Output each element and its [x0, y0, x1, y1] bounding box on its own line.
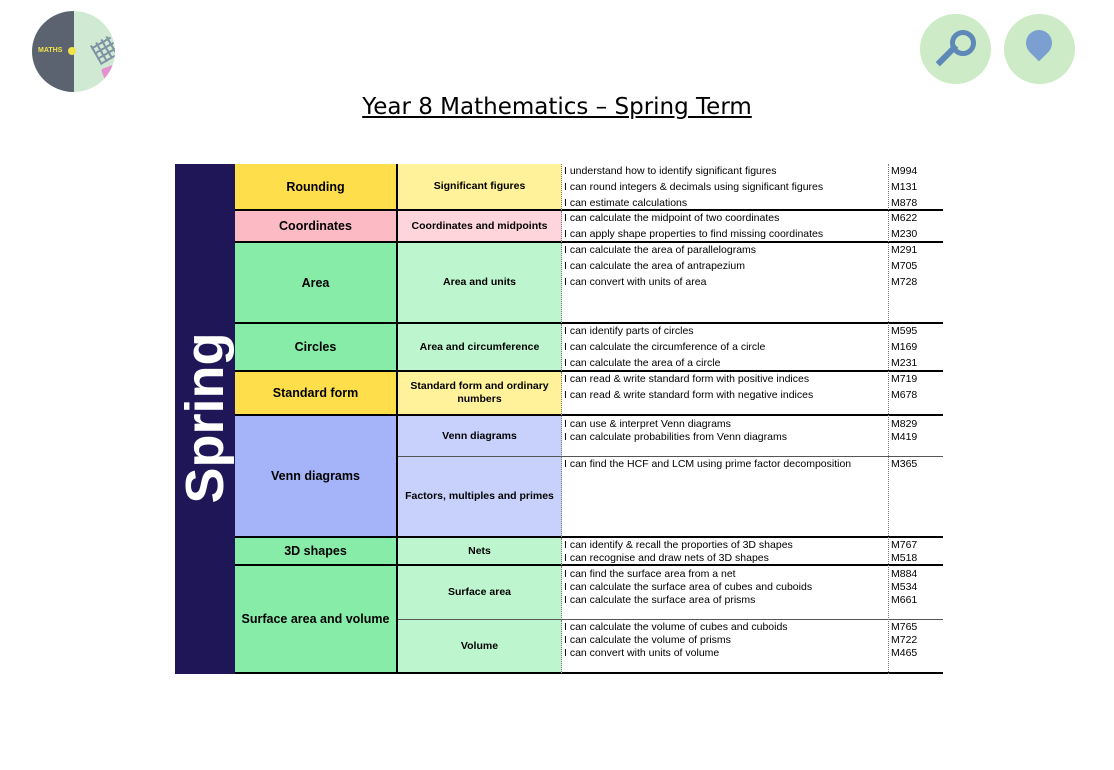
subtopic-volume: Volume	[398, 620, 562, 674]
statement-code: M705	[891, 260, 918, 272]
statement: I can read & write standard form with negative indices	[564, 389, 814, 401]
statement-code: M884	[891, 568, 918, 580]
statements-area	[562, 243, 943, 324]
statement-code: M878	[891, 197, 918, 209]
statements-volume	[562, 620, 943, 674]
statement-code: M994	[891, 165, 918, 177]
topic-standard-form: Standard form	[235, 372, 398, 416]
statement-code: M291	[891, 244, 918, 256]
statement: I can find the surface area from a net	[564, 568, 736, 580]
statements-circles	[562, 324, 943, 372]
statement-code: M518	[891, 552, 918, 564]
statement-code: M767	[891, 539, 918, 551]
logo-text: MATHS	[38, 47, 63, 54]
subtopic-surface-area: Surface area	[398, 566, 562, 620]
statements-surface-area	[562, 566, 943, 620]
subtopic-significant-figures: Significant figures	[398, 164, 562, 211]
statement: I can apply shape properties to find missing coordinates	[564, 228, 824, 240]
statements-3d-shapes	[562, 538, 943, 566]
topic-coordinates: Coordinates	[235, 211, 398, 243]
graph-grid-icon	[90, 35, 115, 65]
statement-code: M465	[891, 647, 918, 659]
statement-code: M595	[891, 325, 918, 337]
subtopic-factors-multiples-primes: Factors, multiples and primes	[398, 457, 562, 538]
topic-surface-area-volume: Surface area and volume	[235, 566, 398, 674]
statement-code: M661	[891, 594, 918, 606]
statements-standard-form	[562, 372, 943, 416]
topic-rounding: Rounding	[235, 164, 398, 211]
map-pin-icon	[1021, 25, 1058, 62]
statement: I can convert with units of area	[564, 276, 707, 288]
statements-rounding	[562, 164, 943, 211]
statement: I can calculate the circumference of a circle	[564, 341, 766, 353]
statement: I can round integers & decimals using significant figures	[564, 181, 824, 193]
subtopic-area-units: Area and units	[398, 243, 562, 324]
maths-logo	[32, 11, 115, 92]
statement-code: M365	[891, 458, 918, 470]
statement-code: M728	[891, 276, 918, 288]
statement-code: M678	[891, 389, 918, 401]
statement-code: M231	[891, 357, 918, 369]
statement-code: M719	[891, 373, 918, 385]
statement-code: M622	[891, 212, 918, 224]
topic-area: Area	[235, 243, 398, 324]
statement: I can find the HCF and LCM using prime factor decomposition	[564, 458, 852, 470]
statement-code: M722	[891, 634, 918, 646]
subtopic-coordinates-midpoints: Coordinates and midpoints	[398, 211, 562, 243]
statement: I can calculate the area of antrapezium	[564, 260, 745, 272]
statement-code: M230	[891, 228, 918, 240]
page-title: Year 8 Mathematics – Spring Term	[362, 94, 752, 120]
topic-circles: Circles	[235, 324, 398, 372]
statement: I can calculate the volume of cubes and cuboids	[564, 621, 788, 633]
statement: I can identify & recall the proporties of 3D shapes	[564, 539, 793, 551]
statement-code: M829	[891, 418, 918, 430]
topic-3d-shapes: 3D shapes	[235, 538, 398, 566]
subtopic-standard-form-ordinary: Standard form and ordinary numbers	[398, 372, 562, 416]
statement: I can calculate the area of parallelograms	[564, 244, 757, 256]
calculator-icon	[101, 64, 115, 88]
statement: I can identify parts of circles	[564, 325, 694, 337]
statement-code: M419	[891, 431, 918, 443]
school-key-logo	[920, 14, 991, 84]
statement: I can calculate probabilities from Venn diagrams	[564, 431, 787, 443]
statement-code: M169	[891, 341, 918, 353]
statement-code: M131	[891, 181, 918, 193]
statement: I can read & write standard form with positive indices	[564, 373, 810, 385]
statements-factors	[562, 457, 943, 538]
statement: I can calculate the volume of prisms	[564, 634, 731, 646]
statements-venn	[562, 416, 943, 457]
statement: I can convert with units of volume	[564, 647, 720, 659]
statement: I can estimate calculations	[564, 197, 688, 209]
statement: I can calculate the surface area of prisms	[564, 594, 756, 606]
statement-code: M765	[891, 621, 918, 633]
statement: I can recognise and draw nets of 3D shapes	[564, 552, 769, 564]
subtopic-area-circumference: Area and circumference	[398, 324, 562, 372]
statement: I can calculate the surface area of cubes and cuboids	[564, 581, 813, 593]
location-pin-logo	[1004, 14, 1075, 84]
statement: I can calculate the area of a circle	[564, 357, 721, 369]
statement: I understand how to identify significant figures	[564, 165, 777, 177]
key-shaft-icon	[936, 44, 959, 67]
lightbulb-icon	[68, 47, 76, 55]
statements-coordinates	[562, 211, 943, 243]
topic-venn-diagrams: Venn diagrams	[235, 416, 398, 538]
statement: I can calculate the midpoint of two coordinates	[564, 212, 780, 224]
code-column-divider	[888, 164, 889, 674]
term-label: Spring	[175, 332, 235, 504]
statement: I can use & interpret Venn diagrams	[564, 418, 731, 430]
statement-code: M534	[891, 581, 918, 593]
subtopic-nets: Nets	[398, 538, 562, 566]
subtopic-venn-diagrams: Venn diagrams	[398, 416, 562, 457]
